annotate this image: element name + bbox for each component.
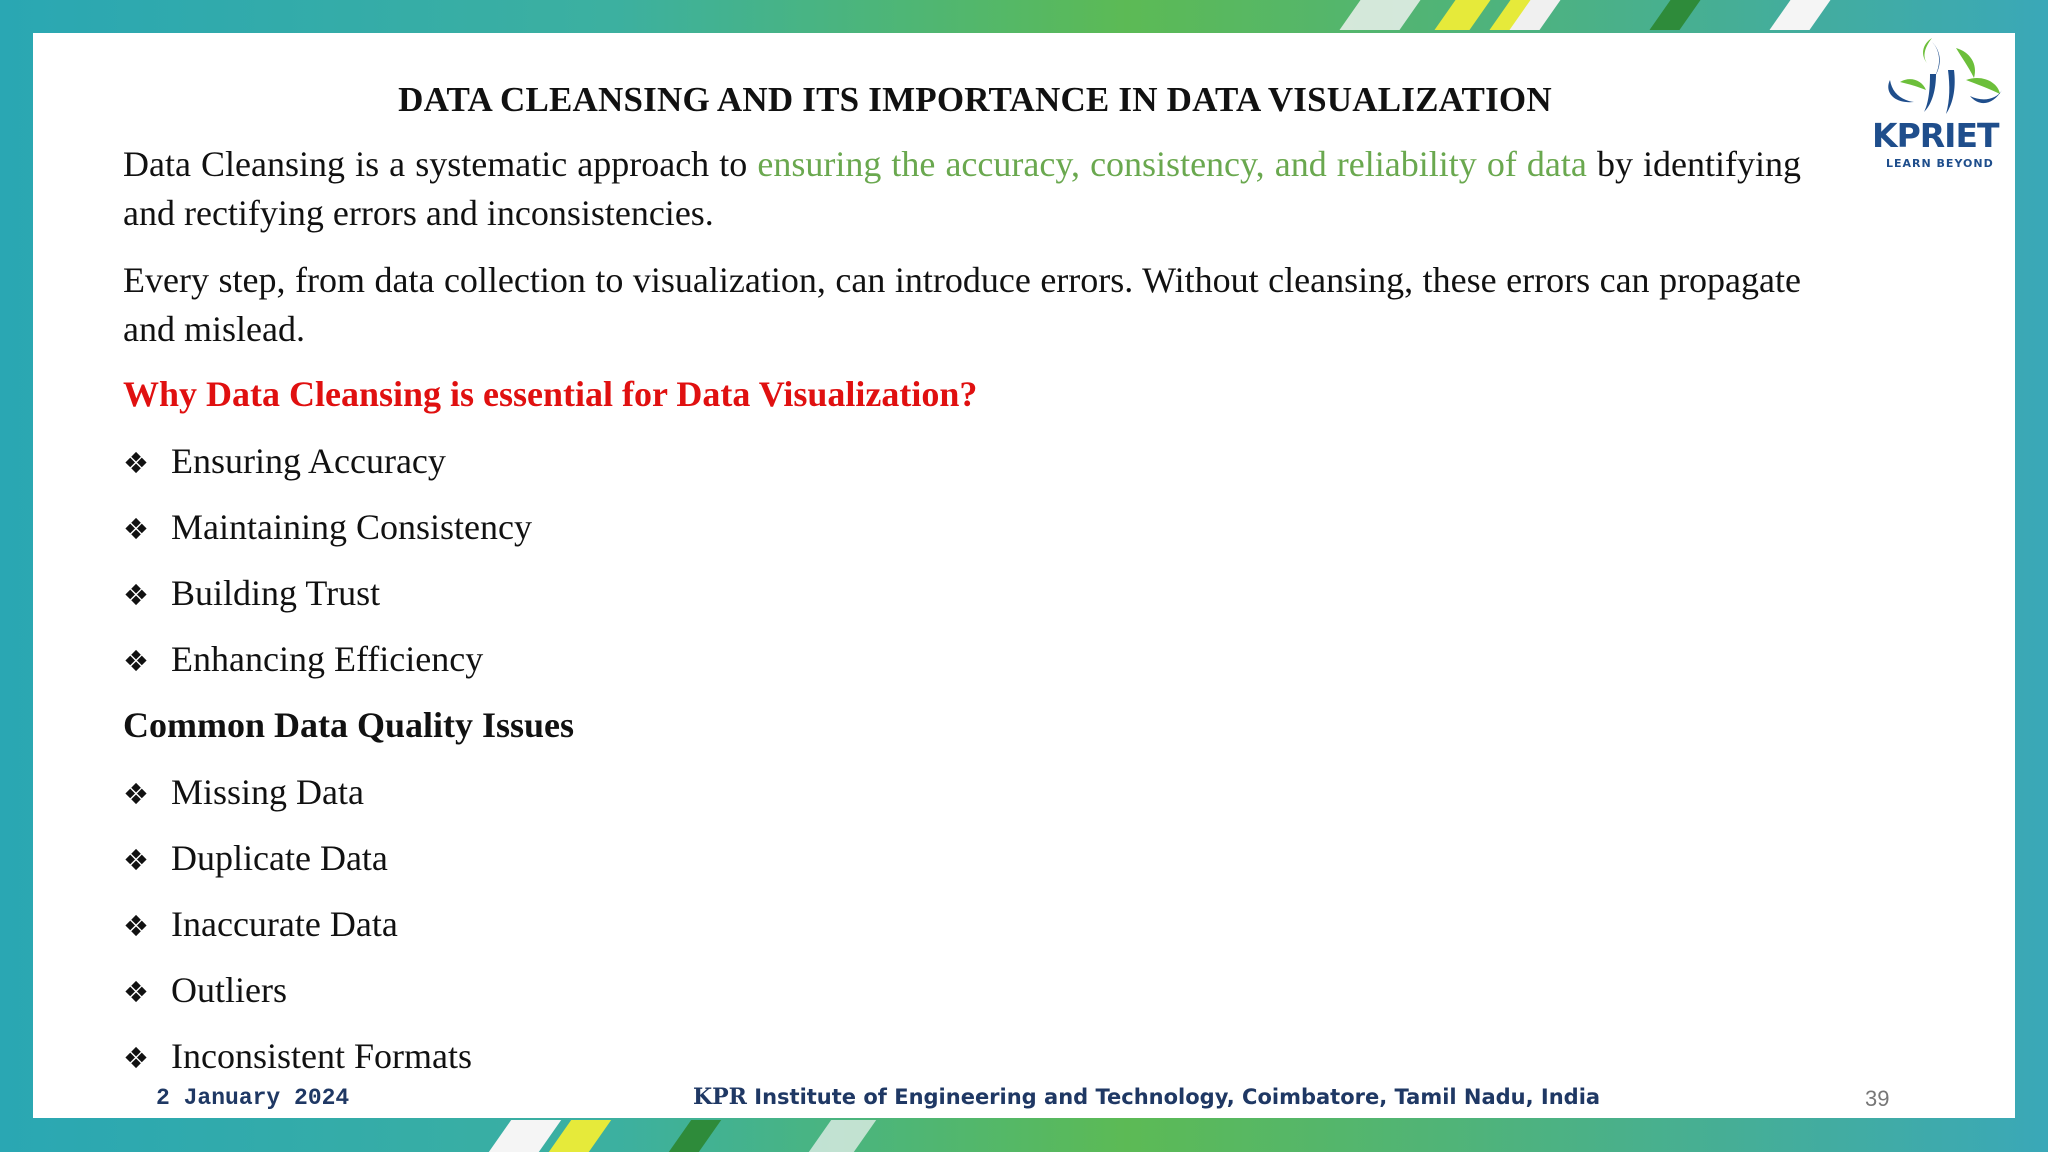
diamond-bullet-icon: ❖ bbox=[123, 446, 149, 480]
intro-highlight: ensuring the accuracy, consistency, and reliability of data bbox=[757, 144, 1587, 184]
issue-item bbox=[123, 837, 388, 879]
footer-date: 2 January 2024 bbox=[156, 1085, 350, 1111]
diamond-bullet-icon: ❖ bbox=[123, 975, 149, 1009]
why-item-label: Ensuring Accuracy bbox=[171, 441, 446, 481]
why-item bbox=[123, 440, 446, 482]
intro-text-start: Data Cleansing is a systematic approach to bbox=[123, 144, 758, 184]
border-stripe bbox=[549, 1120, 611, 1152]
issues-heading: Common Data Quality Issues bbox=[123, 705, 575, 745]
border-stripe bbox=[1434, 0, 1490, 30]
issue-item-label: Inaccurate Data bbox=[171, 904, 398, 944]
issue-item-label: Missing Data bbox=[171, 772, 364, 812]
issue-item-label: Inconsistent Formats bbox=[171, 1036, 472, 1076]
border-stripe bbox=[1769, 0, 1830, 30]
logo-tagline: LEARN BEYOND bbox=[1886, 157, 1994, 170]
footer-institute bbox=[693, 1084, 1600, 1110]
page-number: 39 bbox=[1865, 1086, 1890, 1111]
diamond-bullet-icon: ❖ bbox=[123, 909, 149, 943]
why-heading: Why Data Cleansing is essential for Data Visualization? bbox=[123, 374, 978, 414]
institute-rest: Institute of Engineering and Technology, Coimbatore, Tamil Nadu, India bbox=[746, 1085, 1601, 1109]
diamond-bullet-icon: ❖ bbox=[123, 512, 149, 546]
errors-paragraph: Every step, from data collection to visualization, can introduce errors. Without cleansing, these errors can propagate and mislead. bbox=[123, 260, 1801, 349]
why-item-label: Enhancing Efficiency bbox=[171, 639, 484, 679]
diamond-bullet-icon: ❖ bbox=[123, 843, 149, 877]
why-item bbox=[123, 572, 380, 614]
border-stripe bbox=[1339, 0, 1420, 30]
diamond-bullet-icon: ❖ bbox=[123, 578, 149, 612]
diamond-bullet-icon: ❖ bbox=[123, 1041, 149, 1075]
institute-short: KPR bbox=[693, 1084, 747, 1110]
diamond-bullet-icon: ❖ bbox=[123, 777, 149, 811]
border-stripe bbox=[489, 1120, 561, 1152]
issue-item bbox=[123, 969, 287, 1011]
border-stripe bbox=[1649, 0, 1700, 30]
why-item bbox=[123, 638, 483, 680]
intro-paragraph bbox=[123, 140, 1801, 238]
issue-item bbox=[123, 771, 364, 813]
issue-item bbox=[123, 903, 398, 945]
issue-item-label: Duplicate Data bbox=[171, 838, 388, 878]
slide-title: DATA CLEANSING AND ITS IMPORTANCE IN DATA VISUALIZATION bbox=[398, 80, 1552, 119]
why-item-label: Building Trust bbox=[171, 573, 381, 613]
border-stripe bbox=[809, 1120, 876, 1152]
border-stripe bbox=[669, 1120, 721, 1152]
logo-name: KPRIET bbox=[1872, 116, 1999, 155]
diamond-bullet-icon: ❖ bbox=[123, 644, 149, 678]
intro-text-end: by identifying and rectifying errors and inconsistencies. bbox=[123, 144, 1801, 233]
issue-item-label: Outliers bbox=[171, 970, 287, 1010]
why-item bbox=[123, 506, 532, 548]
why-item-label: Maintaining Consistency bbox=[171, 507, 532, 547]
issue-item bbox=[123, 1035, 472, 1077]
